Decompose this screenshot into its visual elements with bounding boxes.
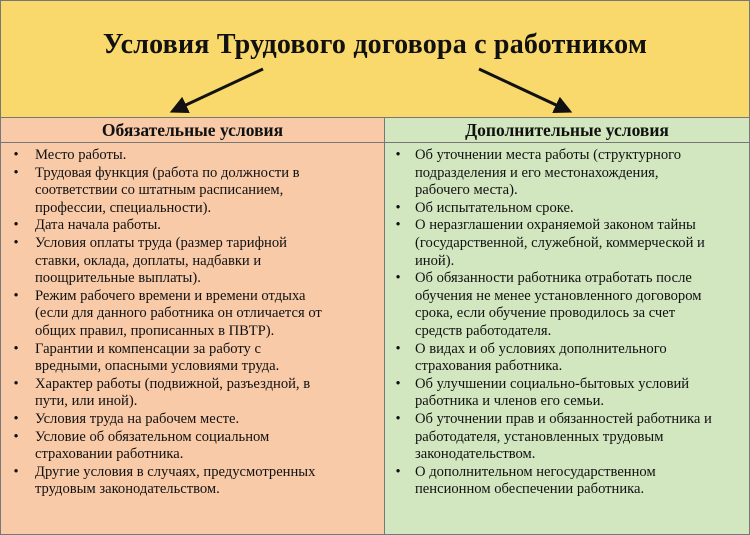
- list-item-line: Об улучшении социально-бытовых условий: [415, 375, 690, 392]
- bullet-icon: •: [395, 147, 401, 163]
- bullet-icon: •: [395, 340, 401, 357]
- bullet-icon: •: [13, 410, 19, 427]
- bullet-icon: •: [13, 428, 19, 445]
- list-item-line: работодателя, установленных трудовым: [415, 428, 664, 445]
- list-item-line: обучения не менее установленного договором: [415, 287, 702, 304]
- list-item-line: работника и членов его семьи.: [415, 393, 605, 410]
- list-item-line: О видах и об условиях дополнительного: [415, 340, 667, 357]
- diagram-header: [1, 1, 749, 118]
- list-item-line: соответствии со штатным расписанием,: [35, 182, 284, 199]
- list-item-line: Условия труда на рабочем месте.: [35, 410, 240, 427]
- bullet-icon: •: [13, 375, 19, 392]
- bullet-icon: •: [13, 217, 19, 234]
- list-item-line: Об обязанности работника отработать после: [415, 270, 692, 287]
- list-item: [395, 410, 745, 464]
- bullet-icon: •: [395, 410, 401, 427]
- list-item-line: трудовым законодательством.: [35, 481, 220, 498]
- list-item-line: срока, если обучение проводилось за счет: [415, 305, 676, 322]
- list-item-line: Условия оплаты труда (размер тарифной: [35, 234, 287, 251]
- list-item: [13, 234, 376, 288]
- column-mandatory: [1, 118, 385, 534]
- list-item-line: Другие условия в случаях, предусмотренных: [35, 463, 316, 480]
- list-item-line: Место работы.: [35, 147, 127, 163]
- list-item: [13, 340, 376, 376]
- bullet-icon: •: [395, 217, 401, 234]
- list-item-line: общих правил, прописанных в ПВТР).: [35, 322, 275, 339]
- list-item-line: ставки, оклада, доплаты, надбавки и: [35, 252, 262, 269]
- mandatory-conditions-list: [1, 143, 384, 499]
- list-item-line: иной).: [415, 252, 455, 269]
- list-item: [395, 463, 745, 499]
- list-item: [395, 375, 745, 411]
- list-item: [13, 164, 376, 218]
- list-item-line: поощрительные выплаты).: [35, 270, 201, 287]
- list-item-line: законодательством.: [415, 446, 536, 463]
- list-item-line: страховании работника.: [35, 446, 184, 463]
- bullet-icon: •: [395, 375, 401, 392]
- bullet-icon: •: [395, 199, 401, 216]
- list-item-line: Условие об обязательном социальном: [35, 428, 270, 445]
- list-item: [13, 375, 376, 411]
- list-item: [13, 463, 376, 499]
- list-item-line: средств работодателя.: [415, 322, 552, 339]
- arrows-graphic: [1, 1, 749, 117]
- diagram-title: Условия Трудового договора с работником: [102, 29, 648, 60]
- list-item-line: Режим рабочего времени и времени отдыха: [35, 287, 306, 304]
- list-item: [395, 340, 745, 376]
- bullet-icon: •: [13, 147, 19, 163]
- list-item: [395, 147, 745, 200]
- list-item: [13, 410, 376, 429]
- bullet-icon: •: [395, 270, 401, 287]
- list-item: [395, 217, 745, 270]
- list-item-line: рабочего места).: [415, 182, 518, 199]
- list-item-line: Дата начала работы.: [35, 217, 161, 234]
- list-item-line: Об уточнении прав и обязанностей работника и: [415, 410, 712, 427]
- list-item: [13, 217, 376, 235]
- list-item: [395, 199, 745, 218]
- bullet-icon: •: [13, 287, 19, 304]
- column-additional-heading: Дополнительные условия: [385, 118, 749, 143]
- list-item-line: пенсионном обеспечении работника.: [415, 481, 645, 498]
- list-item-line: Трудовая функция (работа по должности в: [35, 164, 300, 181]
- list-item: [395, 270, 745, 340]
- bullet-icon: •: [13, 463, 19, 480]
- list-item: [13, 147, 376, 165]
- arrow-right-icon: [479, 69, 569, 111]
- list-item-line: Характер работы (подвижной, разъездной, в: [35, 375, 311, 392]
- list-item-line: Об испытательном сроке.: [415, 199, 574, 216]
- column-mandatory-heading: Обязательные условия: [1, 118, 384, 143]
- bullet-icon: •: [13, 234, 19, 251]
- list-item-line: вредными, опасными условиями труда.: [35, 358, 280, 375]
- list-item: [13, 428, 376, 464]
- list-item-line: Гарантии и компенсации за работу с: [35, 340, 261, 357]
- list-item-line: (государственной, служебной, коммерческой и: [415, 234, 705, 251]
- column-additional: [385, 118, 749, 534]
- additional-conditions-list: [385, 143, 749, 499]
- list-item: [13, 287, 376, 341]
- bullet-icon: •: [13, 164, 19, 181]
- list-item-line: О неразглашении охраняемой законом тайны: [415, 217, 696, 234]
- list-item-line: пути, или иной).: [35, 393, 138, 410]
- list-item-line: (если для данного работника он отличается от: [35, 305, 322, 322]
- arrow-left-icon: [173, 69, 263, 111]
- list-item-line: Об уточнении места работы (структурного: [415, 147, 682, 163]
- list-item-line: профессии, специальности).: [35, 199, 212, 216]
- list-item-line: подразделения и его местонахождения,: [415, 164, 659, 181]
- bullet-icon: •: [395, 463, 401, 480]
- list-item-line: О дополнительном негосударственном: [415, 463, 656, 480]
- bullet-icon: •: [13, 340, 19, 357]
- list-item-line: страхования работника.: [415, 358, 563, 375]
